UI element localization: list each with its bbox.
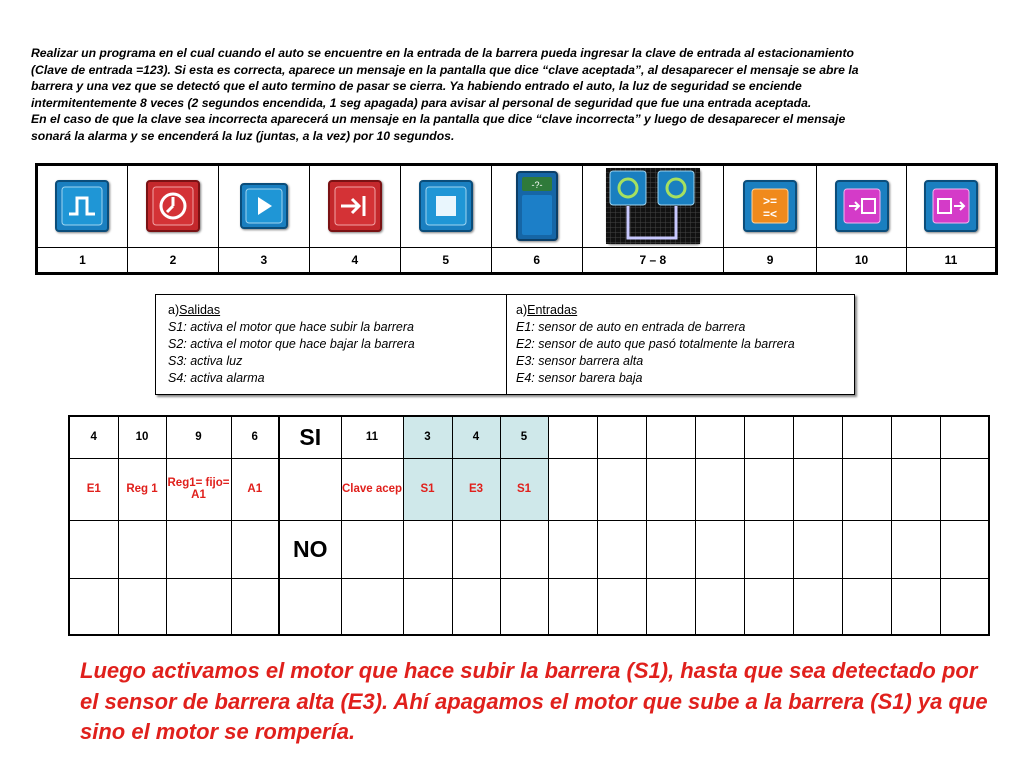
grid-empty-cell bbox=[166, 520, 231, 578]
grid-empty-cell bbox=[548, 578, 597, 635]
icon-cell bbox=[218, 165, 309, 248]
grid-empty-cell bbox=[842, 458, 891, 520]
instructions-text bbox=[31, 45, 1006, 145]
grid-no-label: NO bbox=[279, 520, 341, 578]
grid-empty-cell bbox=[548, 458, 597, 520]
grid-param-cell: Clave acep bbox=[341, 458, 403, 520]
grid-empty-cell bbox=[69, 578, 118, 635]
instructions-line: En el caso de que la clave sea incorrecta aparecerá un mensaje en la pantalla que dice “clave incorrecta” y luego de desaparecer el mensaje bbox=[31, 112, 846, 127]
grid-empty-cell bbox=[891, 458, 940, 520]
inputs-title: Entradas bbox=[527, 303, 578, 317]
icon-number: 4 bbox=[309, 247, 400, 273]
grid-empty-cell bbox=[842, 520, 891, 578]
grid-empty-cell bbox=[597, 520, 646, 578]
instructions-line: intermitentemente 8 veces (2 segundos encendida, 1 seg apagada) para avisar al personal de seguridad que fue una entrada aceptada. bbox=[31, 95, 812, 110]
outputs-column bbox=[156, 295, 506, 394]
grid-empty-cell bbox=[279, 578, 341, 635]
grid-empty-cell bbox=[940, 578, 989, 635]
loop-icon bbox=[606, 168, 700, 244]
grid-empty-cell bbox=[118, 520, 166, 578]
icon-cell bbox=[400, 165, 491, 248]
grid-param-cell: E1 bbox=[69, 458, 118, 520]
grid-param-cell: S1 bbox=[403, 458, 452, 520]
icon-cell bbox=[582, 165, 723, 248]
grid-empty-cell bbox=[597, 578, 646, 635]
input-item: E1: sensor de auto en entrada de barrera bbox=[516, 320, 746, 334]
icon-cell bbox=[491, 165, 582, 248]
grid-empty-cell bbox=[891, 520, 940, 578]
grid-empty-cell bbox=[940, 520, 989, 578]
icon-number: 5 bbox=[400, 247, 491, 273]
output-item: S3: activa luz bbox=[168, 354, 243, 368]
grid-empty-cell bbox=[793, 416, 842, 458]
pulse-icon bbox=[55, 180, 109, 232]
grid-empty-cell bbox=[793, 578, 842, 635]
grid-empty-cell bbox=[341, 578, 403, 635]
read-register-icon bbox=[835, 180, 889, 232]
grid-step-cell: 9 bbox=[166, 416, 231, 458]
grid-empty-cell bbox=[118, 578, 166, 635]
grid-step-cell: 11 bbox=[341, 416, 403, 458]
outputs-prefix: a) bbox=[168, 303, 180, 317]
compare-icon bbox=[743, 180, 797, 232]
outputs-heading bbox=[168, 302, 506, 319]
io-definitions-box bbox=[155, 294, 855, 395]
icon-cell bbox=[309, 165, 400, 248]
grid-empty-cell bbox=[891, 416, 940, 458]
grid-step-cell: 10 bbox=[118, 416, 166, 458]
grid-empty-cell bbox=[403, 520, 452, 578]
grid-empty-cell bbox=[744, 416, 793, 458]
grid-empty-cell bbox=[452, 520, 500, 578]
icon-number: 7 – 8 bbox=[582, 247, 723, 273]
grid-empty-cell bbox=[548, 520, 597, 578]
grid-empty-cell bbox=[69, 520, 118, 578]
grid-empty-cell bbox=[842, 416, 891, 458]
grid-empty-cell bbox=[695, 458, 744, 520]
outputs-title: Salidas bbox=[179, 303, 221, 317]
instructions-line: (Clave de entrada =123). Si esta es correcta, aparece un mensaje en la pantalla que dice “clave aceptada”, al desaparecer el mensaje se abre la bbox=[31, 62, 859, 77]
icon-number: 10 bbox=[817, 247, 907, 273]
grid-param-cell: A1 bbox=[231, 458, 279, 520]
instructions-line: barrera y una vez que se detectó que el auto termino de pasar se cierra. Ya habiendo entrado el auto, la luz de seguridad se enciende bbox=[31, 79, 802, 94]
stop-icon bbox=[419, 180, 473, 232]
inputs-heading bbox=[516, 302, 854, 319]
grid-step-cell: 4 bbox=[452, 416, 500, 458]
grid-empty-cell bbox=[646, 416, 695, 458]
icon-cell bbox=[906, 165, 996, 248]
icon-number: 9 bbox=[724, 247, 817, 273]
grid-empty-cell bbox=[793, 520, 842, 578]
jump-icon bbox=[328, 180, 382, 232]
grid-empty-cell bbox=[166, 578, 231, 635]
grid-empty-cell bbox=[646, 458, 695, 520]
play-icon bbox=[240, 183, 288, 229]
program-grid bbox=[68, 415, 990, 636]
grid-empty-cell bbox=[695, 520, 744, 578]
icon-legend-table bbox=[35, 163, 998, 275]
input-item: E4: sensor barera baja bbox=[516, 371, 643, 385]
grid-empty-cell bbox=[548, 416, 597, 458]
svg-text:>=: >= bbox=[763, 194, 778, 209]
grid-empty-cell bbox=[646, 578, 695, 635]
grid-empty-cell bbox=[403, 578, 452, 635]
grid-empty-cell bbox=[231, 578, 279, 635]
icon-number: 11 bbox=[906, 247, 996, 273]
input-item: E2: sensor de auto que pasó totalmente la barrera bbox=[516, 337, 795, 351]
output-item: S2: activa el motor que hace bajar la barrera bbox=[168, 337, 415, 351]
write-register-icon bbox=[924, 180, 978, 232]
grid-yes-label: SI bbox=[279, 416, 341, 458]
grid-param-cell: Reg 1 bbox=[118, 458, 166, 520]
svg-text:-?-: -?- bbox=[531, 180, 543, 191]
grid-empty-cell bbox=[646, 520, 695, 578]
grid-param-cell: E3 bbox=[452, 458, 500, 520]
timer-icon bbox=[146, 180, 200, 232]
grid-empty-cell bbox=[500, 520, 548, 578]
instructions-line: sonará la alarma y se encenderá la luz (juntas, a la vez) por 10 segundos. bbox=[31, 128, 455, 143]
input-item: E3: sensor barrera alta bbox=[516, 354, 644, 368]
grid-empty-cell bbox=[891, 578, 940, 635]
output-item: S4: activa alarma bbox=[168, 371, 265, 385]
grid-empty-cell bbox=[744, 458, 793, 520]
instructions-line: Realizar un programa en el cual cuando el auto se encuentre en la entrada de la barrera pueda ingresar la clave de entrada al estacionamiento bbox=[31, 46, 854, 60]
icon-cell bbox=[37, 165, 128, 248]
grid-empty-cell bbox=[842, 578, 891, 635]
grid-empty-cell bbox=[500, 578, 548, 635]
grid-step-cell: 6 bbox=[231, 416, 279, 458]
icon-number: 6 bbox=[491, 247, 582, 273]
inputs-column bbox=[506, 295, 854, 394]
grid-empty-cell bbox=[695, 416, 744, 458]
grid-empty-cell bbox=[940, 458, 989, 520]
grid-empty-cell bbox=[940, 416, 989, 458]
grid-empty-cell bbox=[597, 416, 646, 458]
icon-number: 3 bbox=[218, 247, 309, 273]
inputs-prefix: a) bbox=[516, 303, 528, 317]
grid-empty-cell bbox=[793, 458, 842, 520]
grid-param-cell: Reg1= fijo= A1 bbox=[166, 458, 231, 520]
explanation-note: Luego activamos el motor que hace subir la barrera (S1), hasta que sea detectado por el sensor de barrera alta (E3). Ahí apagamos el motor que sube a la barrera (S1) ya que sino el motor se rompería. bbox=[80, 658, 988, 744]
grid-empty-cell bbox=[597, 458, 646, 520]
grid-step-cell: 4 bbox=[69, 416, 118, 458]
output-item: S1: activa el motor que hace subir la barrera bbox=[168, 320, 414, 334]
grid-empty-cell bbox=[452, 578, 500, 635]
grid-step-cell: 5 bbox=[500, 416, 548, 458]
grid-empty-cell bbox=[341, 520, 403, 578]
grid-empty-cell bbox=[279, 458, 341, 520]
svg-text:=<: =< bbox=[763, 207, 778, 222]
icon-cell bbox=[127, 165, 218, 248]
icon-cell bbox=[724, 165, 817, 248]
display-icon bbox=[516, 171, 558, 241]
grid-empty-cell bbox=[744, 578, 793, 635]
grid-empty-cell bbox=[744, 520, 793, 578]
icon-cell bbox=[817, 165, 907, 248]
grid-empty-cell bbox=[695, 578, 744, 635]
grid-step-cell: 3 bbox=[403, 416, 452, 458]
grid-param-cell: S1 bbox=[500, 458, 548, 520]
icon-number: 1 bbox=[37, 247, 128, 273]
grid-empty-cell bbox=[231, 520, 279, 578]
icon-number: 2 bbox=[127, 247, 218, 273]
